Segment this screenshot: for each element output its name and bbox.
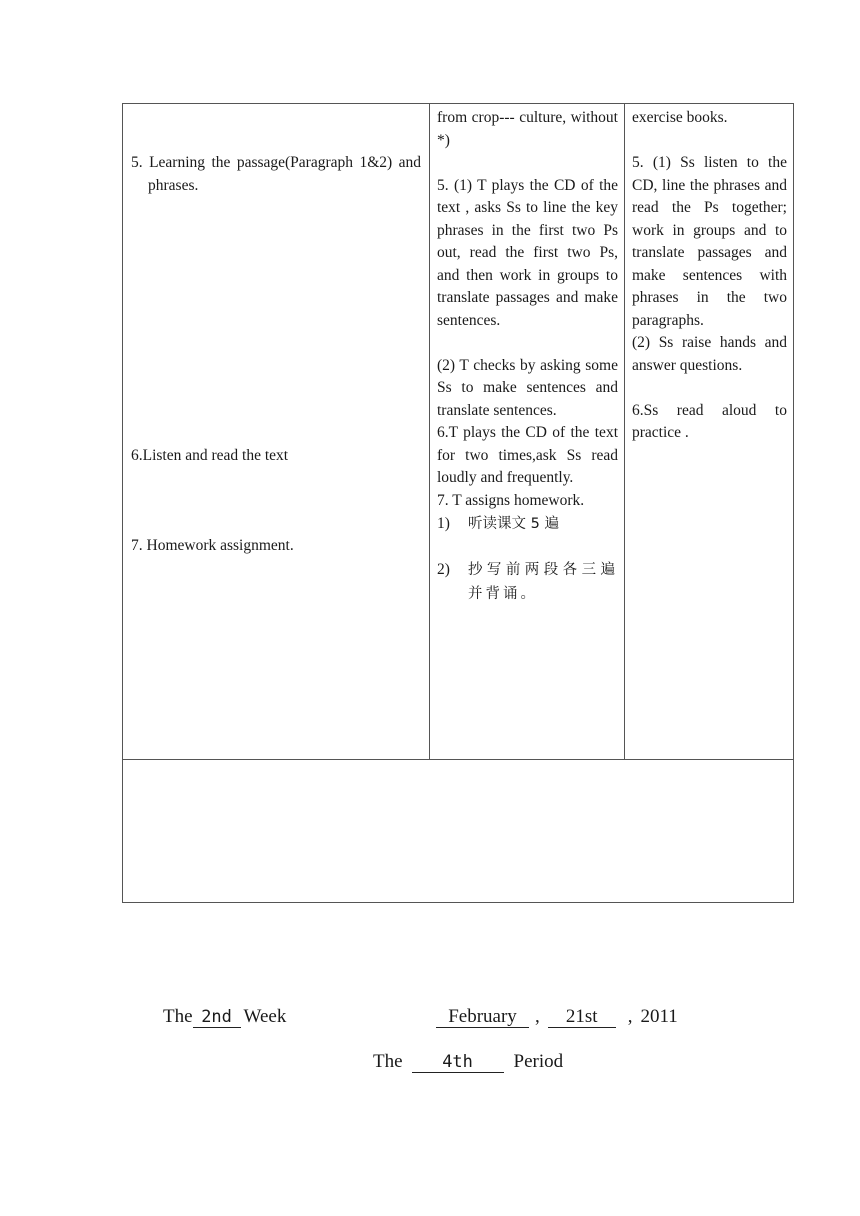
student-step-5-1: 5. (1) Ss listen to the CD, line the phrases and read the Ps together; work in groups and to translate passages and make sentences with phrases in the two paragraphs. <box>632 154 787 329</box>
teacher-activities <box>437 107 618 606</box>
homework-item-2-text: 抄写前两段各三遍并背诵。 <box>468 562 618 602</box>
row-divider <box>123 759 793 760</box>
date-line <box>436 1006 678 1028</box>
teacher-step-5-1: 5. (1) T plays the CD of the text , asks Ss to line the key phrases in the first two Ps out, read the first two Ps, and then work in groups to translate passages and make sentences. <box>437 176 618 329</box>
date-month: February <box>436 1007 529 1028</box>
student-step-5-2: (2) Ss raise hands and answer questions. <box>632 334 787 374</box>
student-step-6: 6.Ss read aloud to practice . <box>632 401 787 441</box>
step-5-text: 5. Learning the passage(Paragraph 1&2) and phrases. <box>131 154 421 194</box>
homework-item-2 <box>437 558 618 606</box>
homework-item-1 <box>437 512 618 536</box>
step-7-text: 7. Homework assignment. <box>131 537 294 554</box>
teacher-step-6: 6.T plays the CD of the text for two times,ask Ss read loudly and frequently. <box>437 424 618 486</box>
step-5-learning-passage <box>131 152 421 197</box>
week-the-label: The <box>163 1006 193 1027</box>
teacher-step-5-2: (2) T checks by asking some Ss to make sentences and translate sentences. <box>437 356 618 419</box>
homework-item-1-text: 听读课文 5 遍 <box>468 516 559 532</box>
week-label: Week <box>243 1006 287 1027</box>
date-year: 2011 <box>640 1006 678 1027</box>
student-activities <box>632 107 787 445</box>
step-7-homework <box>131 535 421 558</box>
period-the-label: The <box>373 1051 403 1072</box>
week-line <box>163 1006 286 1028</box>
step-6-listen-read <box>131 445 421 468</box>
student-top-line: exercise books. <box>632 109 728 126</box>
teacher-top-line: from crop--- culture, without *) <box>437 109 618 149</box>
step-6-text: 6.Listen and read the text <box>131 447 289 464</box>
homework-item-2-number: 2) <box>437 561 450 578</box>
column-divider-2 <box>624 104 625 759</box>
homework-item-1-number: 1) <box>437 515 450 532</box>
date-comma-2: , <box>627 1006 633 1027</box>
period-label: Period <box>513 1051 564 1072</box>
period-line <box>373 1051 563 1073</box>
teacher-step-7: 7. T assigns homework. <box>437 491 585 509</box>
date-comma-1: , <box>535 1006 540 1027</box>
date-day: 21st <box>548 1007 616 1028</box>
period-number: 4th <box>412 1052 504 1073</box>
week-number: 2nd <box>193 1007 241 1028</box>
lesson-plan-table <box>122 103 794 903</box>
column-divider-1 <box>429 104 430 759</box>
